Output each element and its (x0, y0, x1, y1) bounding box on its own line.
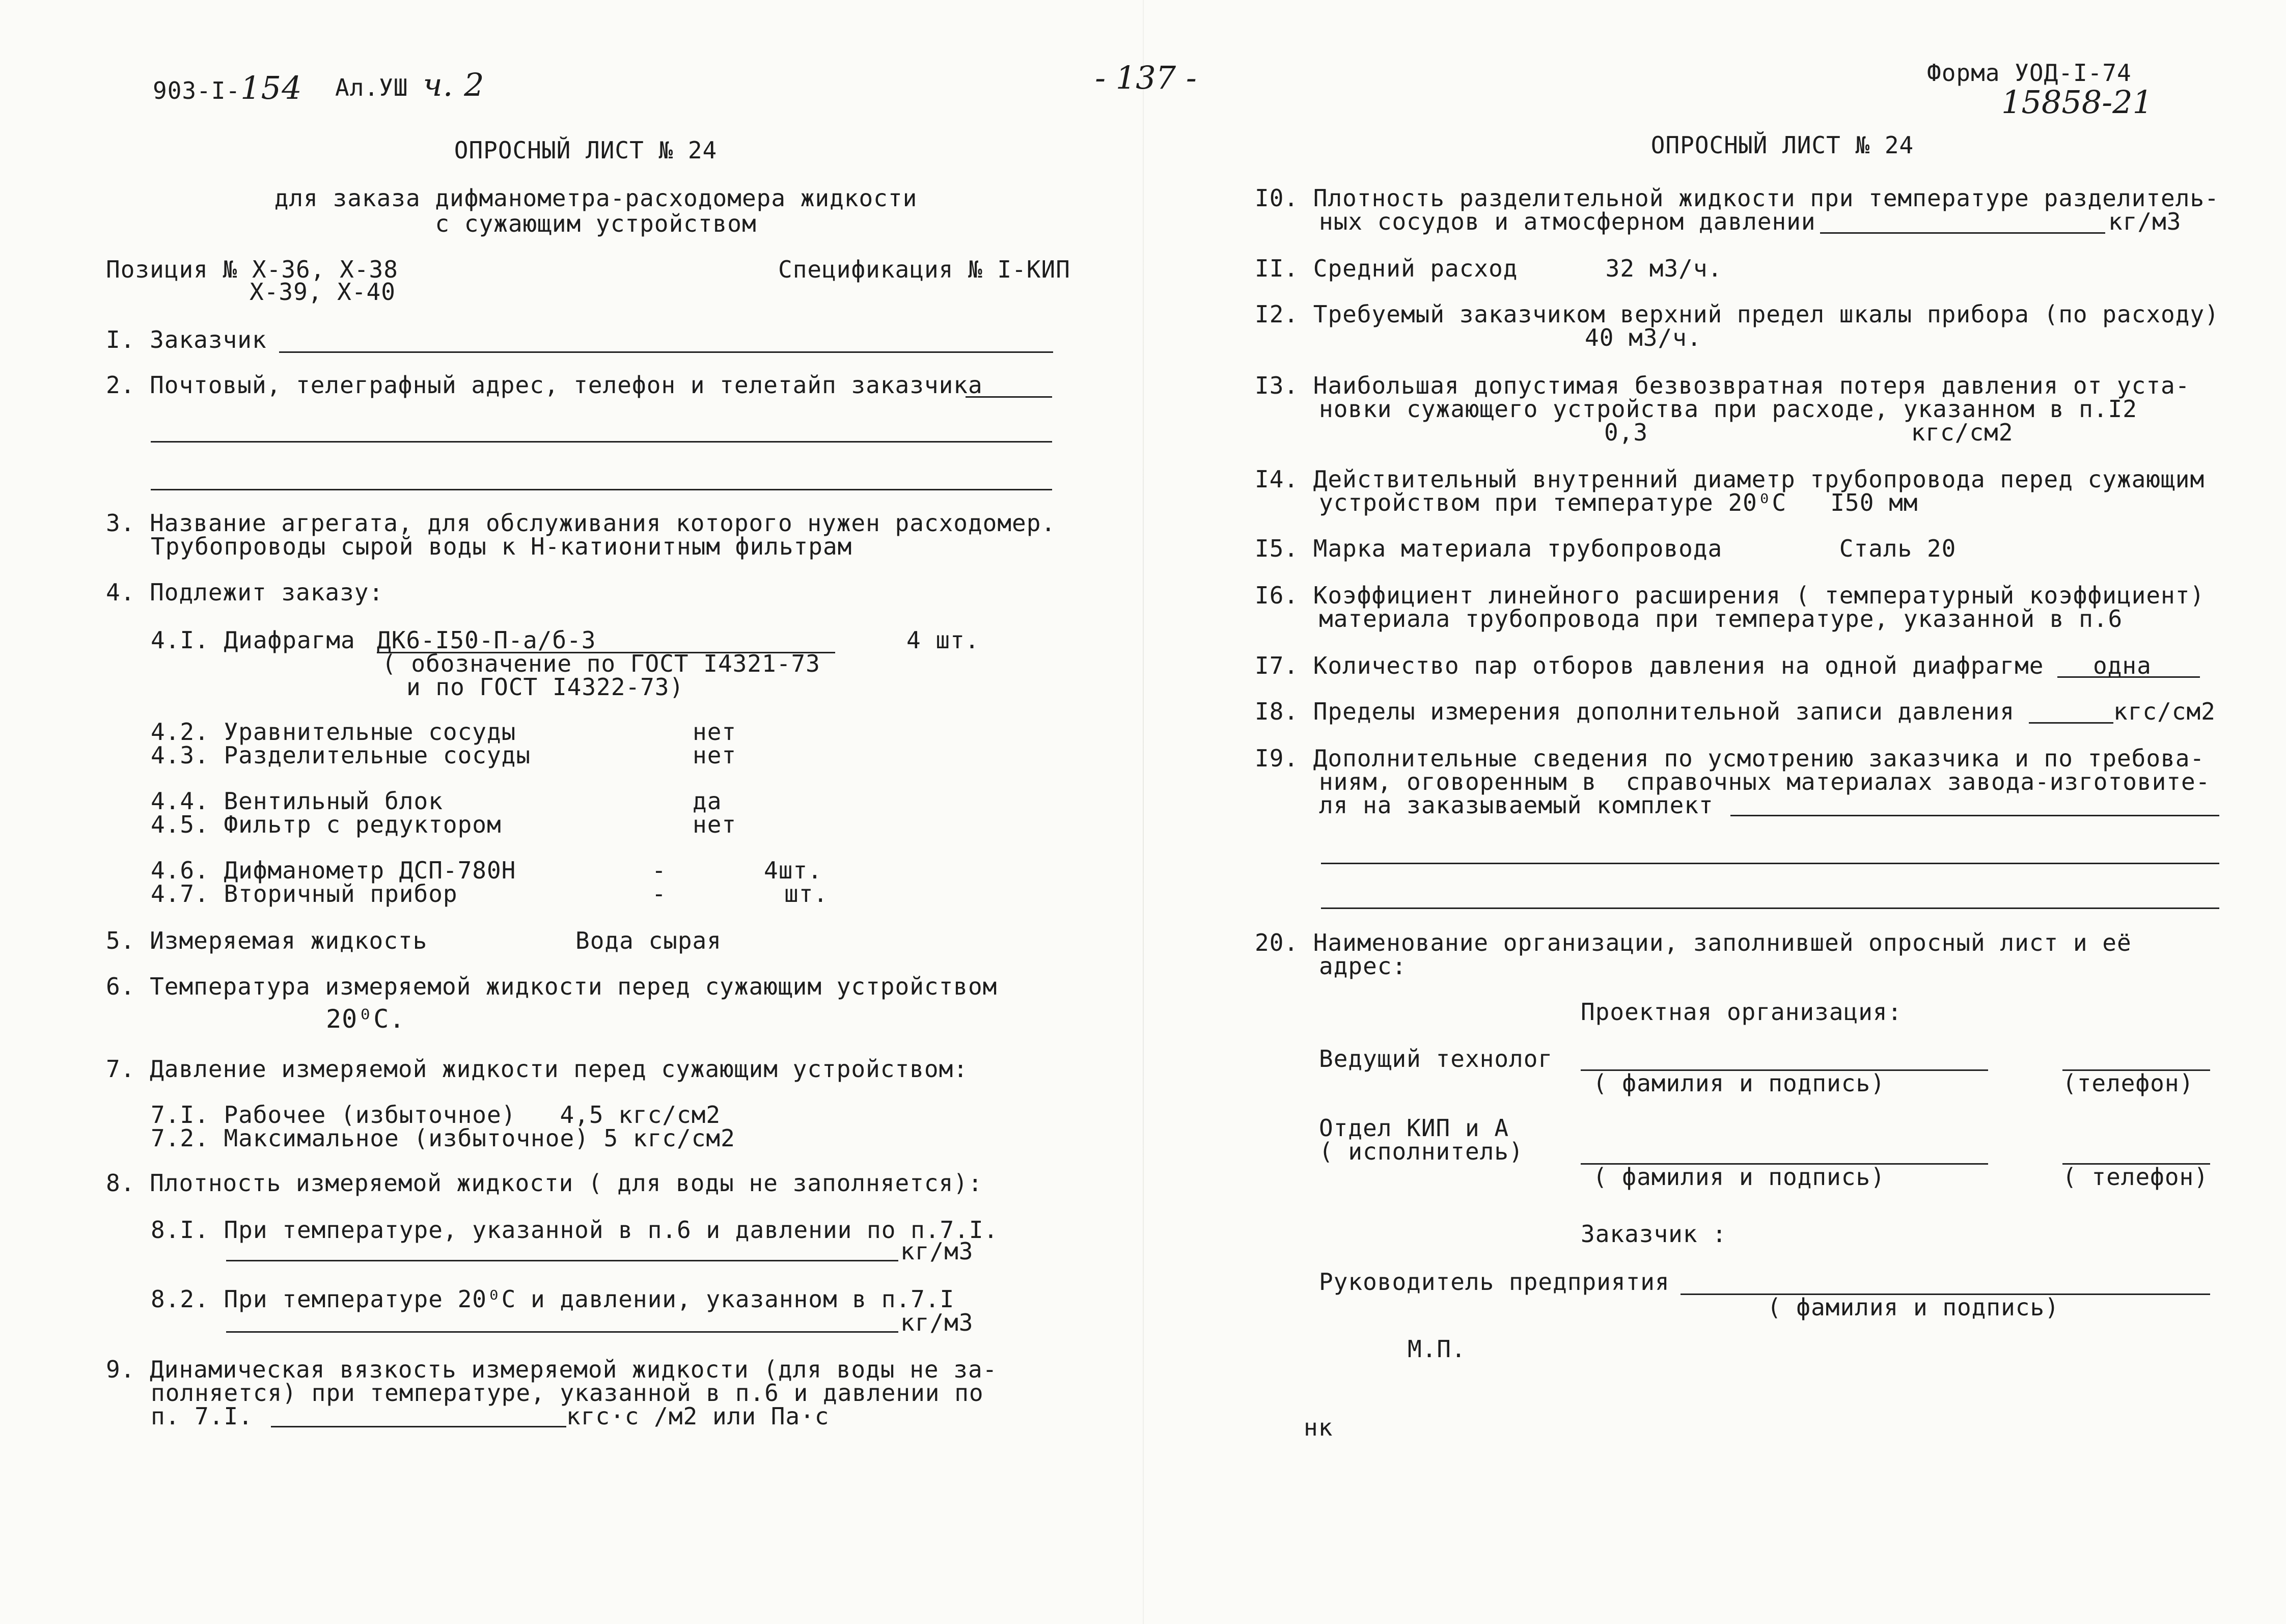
item-1-blank-line (279, 351, 1053, 353)
item-4-5-value: нет (693, 811, 737, 838)
item-6-value: 20⁰С. (326, 1004, 405, 1034)
item-20-line-2: адрес: (1319, 952, 1407, 980)
right-title: ОПРОСНЫЙ ЛИСТ № 24 (1650, 131, 1914, 159)
item-2-blank-line-3 (151, 489, 1052, 490)
kip-dept-signature-hint: ( фамилия и подпись) (1593, 1163, 1885, 1191)
item-15: I5. Марка материала трубопровода Сталь 20 (1255, 535, 1957, 562)
item-8-2: 8.2. При температуре 20⁰С и давлении, указанном в п.7.I (151, 1285, 955, 1313)
item-10-blank-line (1820, 232, 2105, 234)
item-2-blank-line-1 (966, 396, 1052, 398)
doc-code-text: 903-I- (153, 77, 241, 104)
lead-technologist-signature-hint: ( фамилия и подпись) (1593, 1069, 1885, 1097)
item-8: 8. Плотность измеряемой жидкости ( для воды не заполняется): (106, 1169, 983, 1197)
left-subtitle-1: для заказа дифманометра-расходомера жидкости (274, 184, 918, 212)
initials: нк (1304, 1414, 1333, 1441)
item-13-line-3: 0,3 кгс/см2 (1604, 419, 2014, 446)
item-9-line-1: 9. Динамическая вязкость измеряемой жидкости (для воды не за- (106, 1356, 998, 1383)
item-4-1-note-1: ( обозначение по ГОСТ I4321-73 (382, 650, 820, 677)
item-12-line-1: I2. Требуемый заказчиком верхний предел шкалы прибора (по расходу) (1255, 300, 2219, 328)
kip-dept-phone-hint: ( телефон) (2062, 1163, 2209, 1191)
item-4: 4. Подлежит заказу: (106, 579, 384, 606)
item-3-line-2: Трубопроводы сырой воды к Н-катионитным фильтрам (151, 533, 852, 560)
item-4-6-label: 4.6. Дифманометр ДСП-780Н (151, 857, 516, 884)
item-8-2-unit: кг/м3 (900, 1309, 974, 1336)
item-10-line-2: ных сосудов и атмосферном давлении (1319, 208, 1816, 235)
item-12-line-2: 40 м3/ч. (1585, 324, 1702, 351)
item-8-1: 8.I. При температуре, указанной в п.6 и давлении по п.7.I. (151, 1216, 999, 1244)
item-2-blank-line-2 (151, 441, 1052, 443)
item-4-4-value: да (693, 787, 722, 815)
item-19-line-1: I9. Дополнительные сведения по усмотрению заказчика и по требова- (1255, 745, 2205, 772)
item-3-line-1: 3. Название агрегата, для обслуживания которого нужен расходомер. (106, 509, 1056, 537)
form-handwritten-number: 15858-21 (2001, 84, 2153, 121)
item-4-7-label: 4.7. Вторичный прибор (151, 880, 458, 907)
item-7: 7. Давление измеряемой жидкости перед сужающим устройством: (106, 1055, 968, 1083)
item-4-1-note-2: и по ГОСТ I4322-73) (406, 673, 684, 701)
kip-dept-label-2: ( исполнитель) (1319, 1138, 1524, 1165)
item-13-line-1: I3. Наибольшая допустимая безвозвратная потеря давления от уста- (1255, 372, 2190, 399)
left-subtitle-2: с сужающим устройством (435, 210, 757, 237)
director-signature-hint: ( фамилия и подпись) (1767, 1293, 2059, 1321)
lead-technologist-phone-hint: (телефон) (2062, 1069, 2194, 1097)
item-16-line-1: I6. Коэффициент линейного расширения ( температурный коэффициент) (1255, 582, 2205, 609)
position-label: Позиция № Х-36, Х-38 (106, 256, 398, 283)
item-19-line-2: ниям, оговоренным в справочных материалах завода-изготовите- (1319, 768, 2211, 795)
item-9-line-3: п. 7.I. (151, 1402, 253, 1430)
item-19-blank-line-1 (1730, 815, 2219, 816)
item-4-7-dash: - (652, 880, 667, 907)
item-4-2-label: 4.2. Уравнительные сосуды (151, 718, 516, 746)
item-7-2: 7.2. Максимальное (избыточное) 5 кгс/см2 (151, 1124, 735, 1152)
item-9-blank-line (271, 1426, 566, 1427)
item-4-4-label: 4.4. Вентильный блок (151, 787, 443, 815)
doc-code-handwritten: 154 (240, 69, 302, 106)
item-20-line-1: 20. Наименование организации, заполнившей опросный лист и её (1255, 929, 2132, 956)
item-5-label: 5. Измеряемая жидкость (106, 927, 428, 954)
item-17-underline (2057, 676, 2200, 678)
item-4-5-label: 4.5. Фильтр с редуктором (151, 811, 502, 838)
item-19-blank-line-2 (1321, 863, 2219, 864)
item-7-1: 7.I. Рабочее (избыточное) 4,5 кгс/см2 (151, 1101, 721, 1128)
item-14-line-1: I4. Действительный внутренний диаметр трубопровода перед сужающим (1255, 465, 2205, 493)
item-13-line-2: новки сужающего устройства при расходе, указанном в п.I2 (1319, 395, 2137, 423)
item-9-line-2: полняется) при температуре, указанной в п.6 и давлении по (151, 1379, 984, 1407)
item-17-label: I7. Количество пар отборов давления на одной диафрагме (1255, 652, 2044, 679)
page-fold (1143, 0, 1144, 1624)
item-18-unit: кгс/см2 (2113, 698, 2216, 725)
doc-code (153, 69, 302, 106)
item-10-line-1: I0. Плотность разделительной жидкости при температуре разделитель- (1255, 184, 2219, 212)
item-8-1-blank-line (226, 1260, 898, 1261)
customer-label: Заказчик : (1581, 1220, 1727, 1248)
item-4-2-value: нет (693, 718, 737, 746)
item-6: 6. Температура измеряемой жидкости перед сужающим устройством (106, 973, 998, 1000)
item-5-value: Вода сырая (575, 927, 722, 954)
item-19-line-3: ля на заказываемый комплект (1319, 791, 1714, 819)
specification: Спецификация № I-КИП (778, 256, 1070, 283)
item-4-1-label: 4.I. Диафрагма (151, 626, 355, 654)
item-4-1-value: ДК6-I50-П-а/б-3 (377, 626, 596, 654)
left-title: ОПРОСНЫЙ ЛИСТ № 24 (454, 136, 718, 164)
item-9-unit: кгс·с /м2 или Па·с (566, 1402, 830, 1430)
lead-technologist-label: Ведущий технолог (1319, 1045, 1553, 1072)
position-line-2: Х-39, Х-40 (250, 278, 396, 306)
item-4-6-qty: 4шт. (764, 857, 822, 884)
item-18-blank-line (2029, 722, 2113, 724)
album-handwritten: ч. 2 (423, 66, 485, 103)
director-label: Руководитель предприятия (1319, 1268, 1670, 1296)
item-18-label: I8. Пределы измерения дополнительной записи давления (1255, 698, 2015, 725)
item-8-1-unit: кг/м3 (900, 1237, 974, 1265)
kip-dept-label-1: Отдел КИП и А (1319, 1114, 1509, 1142)
form-code: Форма УОД-I-74 (1927, 59, 2132, 87)
item-14-line-2: устройством при температуре 20⁰С I50 мм (1319, 489, 1918, 516)
item-4-7-qty: шт. (784, 880, 829, 907)
item-4-3-label: 4.3. Разделительные сосуды (151, 741, 531, 769)
item-19-blank-line-3 (1321, 907, 2219, 909)
item-10-unit: кг/м3 (2108, 208, 2182, 235)
item-11: II. Средний расход 32 м3/ч. (1255, 255, 1723, 282)
item-8-2-blank-line (226, 1331, 898, 1333)
page-number: - 137 - (1095, 59, 1197, 96)
item-4-3-value: нет (693, 741, 737, 769)
stamp-placeholder: М.П. (1408, 1335, 1466, 1363)
item-17-value: одна (2093, 652, 2152, 679)
item-16-line-2: материала трубопровода при температуре, указанной в п.6 (1319, 605, 2123, 632)
item-4-1-qty: 4 шт. (906, 626, 980, 654)
album-text: Ал.УШ (335, 74, 408, 101)
item-1-customer: I. Заказчик (106, 326, 267, 353)
design-organization: Проектная организация: (1581, 998, 1903, 1026)
item-2-address: 2. Почтовый, телеграфный адрес, телефон и телетайп заказчика (106, 371, 983, 399)
album-ref (335, 66, 485, 103)
item-4-6-dash: - (652, 857, 667, 884)
